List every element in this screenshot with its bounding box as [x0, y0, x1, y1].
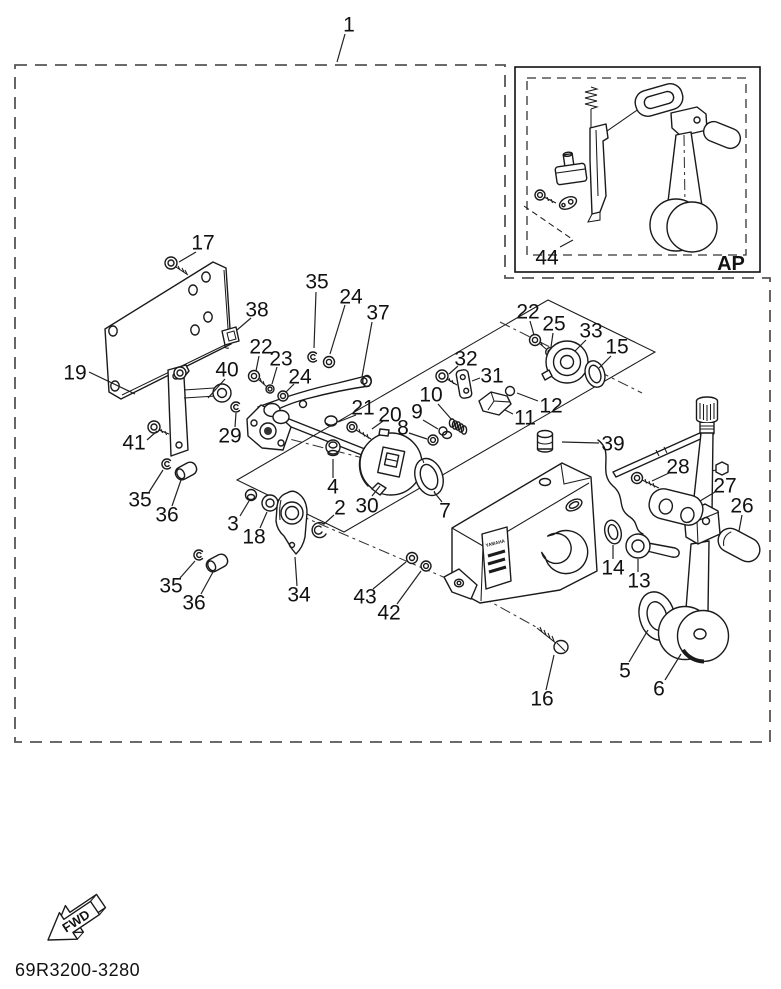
- callout-label: 38: [245, 298, 269, 322]
- washer-18: [262, 495, 278, 511]
- callout-leader-line: [362, 322, 372, 377]
- callout-label: 42: [377, 601, 401, 625]
- callout-label: 36: [182, 591, 206, 615]
- washer-24-arm: [324, 357, 335, 368]
- callout-label: 43: [353, 585, 377, 609]
- washer-24-left: [278, 391, 288, 401]
- callout-label: 20: [378, 403, 402, 427]
- clip-36-upper: [173, 460, 199, 482]
- callout-label: 2: [334, 496, 346, 520]
- callout-label: 31: [480, 364, 504, 388]
- callout-label: 21: [351, 396, 375, 420]
- callout-leader-line: [337, 34, 345, 62]
- callout-label: 24: [339, 285, 363, 309]
- screw-41: [148, 421, 169, 435]
- callout-label: 3: [227, 512, 239, 536]
- callout-leader-line: [314, 292, 316, 348]
- callout-label: 17: [191, 231, 215, 255]
- callout-leader-line: [295, 557, 297, 586]
- callout-label: 15: [605, 335, 629, 359]
- washer-14: [602, 518, 624, 545]
- callout-label: 8: [397, 416, 409, 440]
- cup-21: [325, 416, 337, 426]
- callout-label: 25: [542, 312, 566, 336]
- callout-leader-line: [517, 393, 538, 401]
- logo-plate: [482, 527, 511, 589]
- callout-label: 7: [439, 499, 451, 523]
- callout-label: 24: [288, 365, 312, 389]
- callout-label: 23: [269, 347, 293, 371]
- callout-leader-line: [240, 501, 249, 516]
- drawing-number: 69R3200-3280: [15, 960, 141, 980]
- ring-35-arm: [308, 352, 317, 362]
- ball-12: [506, 387, 515, 396]
- callout-leader-line: [330, 305, 345, 354]
- fwd-arrow: [48, 894, 106, 940]
- nut-3: [246, 490, 257, 501]
- callout-leader-line: [562, 442, 599, 443]
- washer-23: [266, 385, 274, 393]
- callout-leader-line: [423, 420, 438, 429]
- clip-36-lower: [204, 552, 230, 574]
- callout-leader-line: [172, 480, 181, 506]
- screw-16: [537, 627, 568, 654]
- washer-8: [428, 435, 438, 445]
- callout-label: 34: [287, 583, 311, 607]
- callout-label: 14: [601, 556, 625, 580]
- callout-leader-line: [409, 433, 427, 439]
- callout-label: 1: [343, 13, 355, 37]
- callout-label: 9: [411, 400, 423, 424]
- callout-label: 35: [305, 270, 329, 294]
- screw-20: [347, 422, 371, 439]
- bolt-9: [439, 427, 452, 439]
- callout-label: 29: [218, 424, 242, 448]
- callout-leader-line: [505, 410, 513, 414]
- screw-17: [165, 257, 188, 275]
- callout-label: 28: [666, 455, 690, 479]
- callout-label: 22: [249, 335, 273, 359]
- callout-label: 6: [653, 677, 665, 701]
- plate-31: [456, 369, 473, 399]
- nut-43: [407, 553, 418, 564]
- callout-label: 30: [355, 494, 379, 518]
- callout-label: 13: [627, 569, 651, 593]
- callout-leader-line: [373, 562, 406, 589]
- callout-label: 19: [63, 361, 87, 385]
- ring-35-lower: [194, 550, 203, 560]
- bracket-34: [276, 491, 307, 554]
- callout-label: 32: [454, 347, 478, 371]
- callout-label: 26: [730, 494, 754, 518]
- callout-leader-line: [324, 515, 334, 524]
- spring-10: [449, 419, 466, 434]
- bushing-13: [626, 534, 679, 558]
- callout-label: 4: [327, 475, 339, 499]
- housing-logo: YAMAHA: [485, 538, 506, 548]
- side-bolt: [712, 462, 728, 475]
- callout-label: 18: [242, 525, 266, 549]
- callout-leader-line: [397, 571, 421, 604]
- callout-label: 27: [713, 474, 737, 498]
- callout-label: 22: [516, 300, 540, 324]
- drum-33-group: [530, 335, 609, 390]
- callout-label: 37: [366, 301, 390, 325]
- callout-label: 39: [601, 432, 625, 456]
- callout-label: 5: [619, 659, 631, 683]
- callout-label: 41: [122, 431, 146, 455]
- callout-leader-line: [546, 655, 554, 690]
- callout-label: 35: [159, 574, 183, 598]
- callout-label: 35: [128, 488, 152, 512]
- callout-label: 44: [535, 246, 559, 270]
- housing-group: [444, 463, 597, 603]
- clip-2: [312, 523, 326, 538]
- callout-label: 10: [419, 383, 443, 407]
- fwd-label: FWD: [59, 906, 93, 936]
- ring-35-upper: [162, 459, 171, 469]
- inset-box-44: [515, 67, 760, 275]
- callout-label: 12: [539, 394, 563, 418]
- callout-label: 36: [155, 503, 179, 527]
- inset-corner-label: AP: [717, 253, 745, 275]
- callout-label: 33: [579, 319, 603, 343]
- callout-leader-line: [665, 654, 681, 680]
- callout-label: 16: [530, 687, 554, 711]
- screw-22-left: [249, 371, 268, 388]
- callout-label: 40: [215, 358, 239, 382]
- washer-42: [421, 561, 431, 571]
- cap-39: [538, 431, 553, 453]
- latch-11: [479, 392, 511, 415]
- callout-leader-line: [472, 378, 480, 381]
- knurled-knob: [697, 397, 718, 436]
- callout-leader-line: [629, 630, 648, 662]
- callout-label: 11: [514, 406, 536, 430]
